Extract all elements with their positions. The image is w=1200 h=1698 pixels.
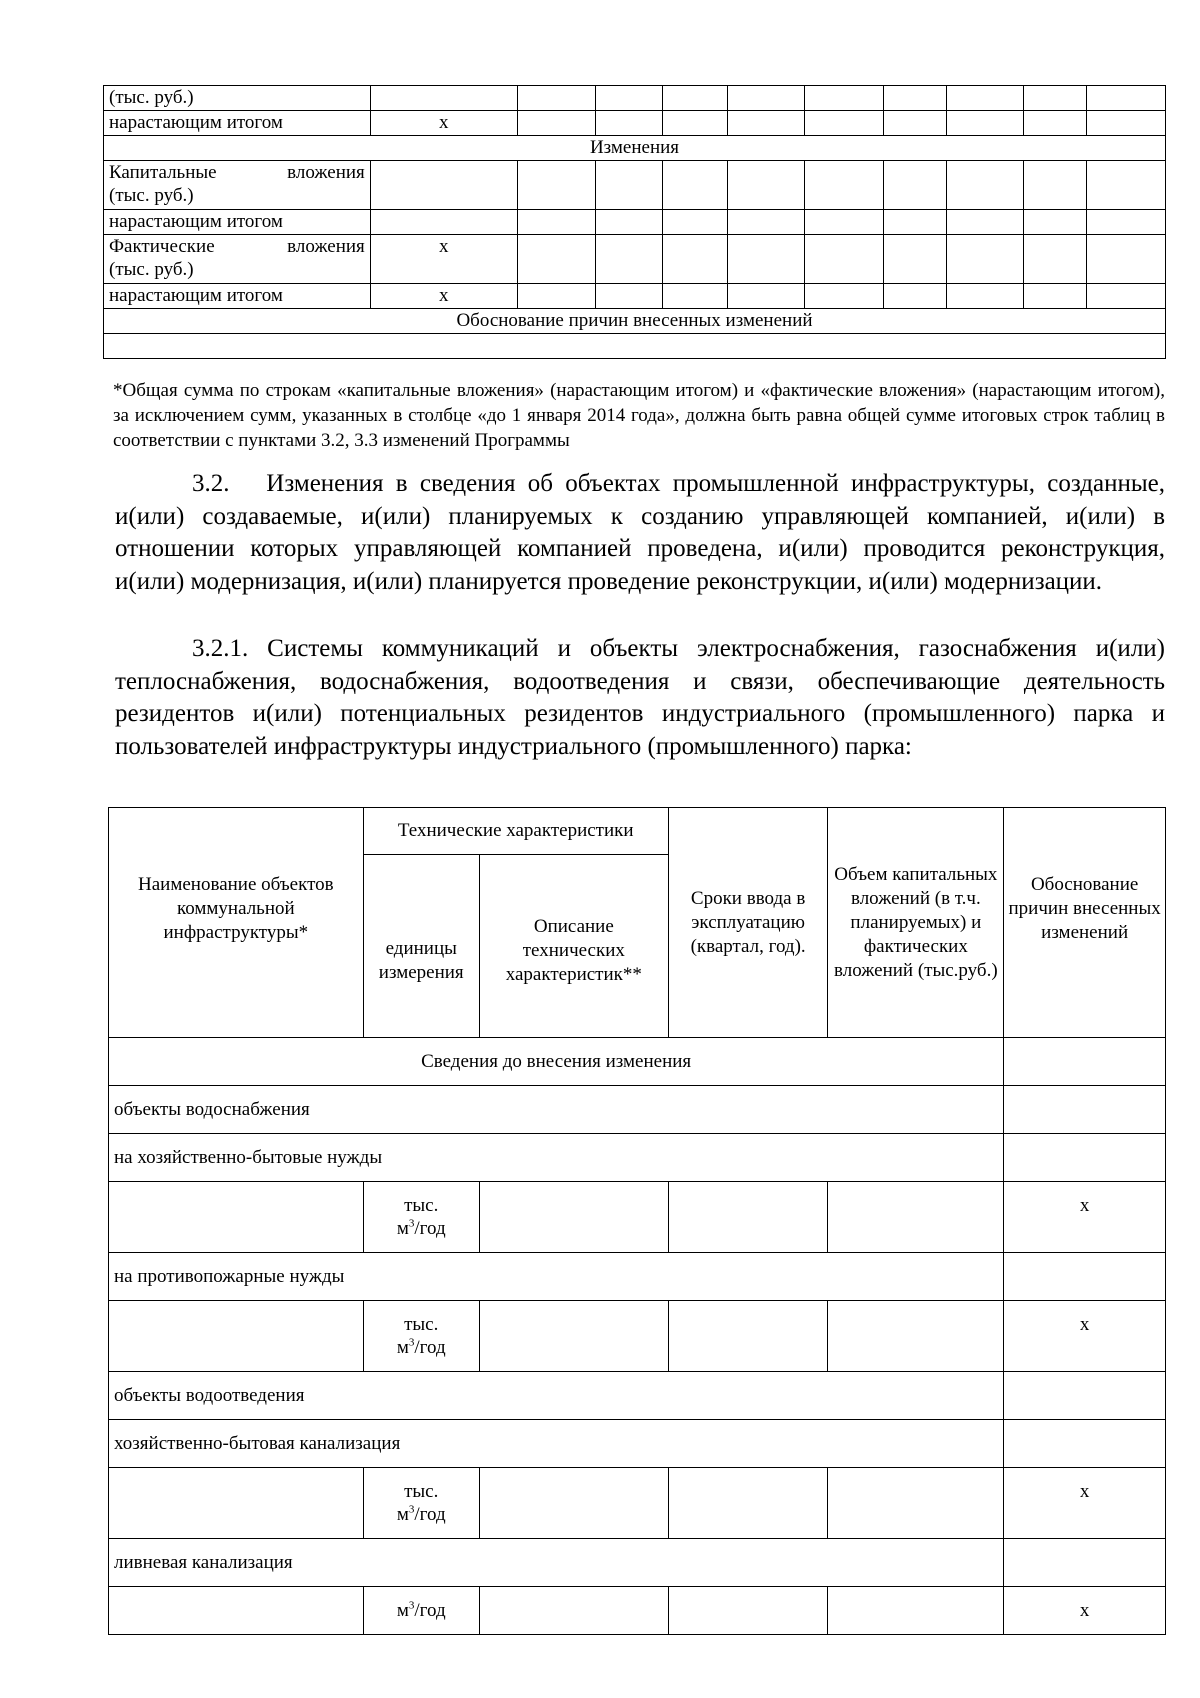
header-row bbox=[109, 808, 1166, 855]
row-label: (тыс. руб.) bbox=[104, 86, 371, 111]
table-row bbox=[109, 1301, 1166, 1372]
cell-mark: х bbox=[370, 235, 517, 284]
cell-mark: х bbox=[1004, 1468, 1166, 1539]
table-row bbox=[104, 136, 1166, 161]
group-fire-needs: на противопожарные нужды bbox=[109, 1253, 1004, 1301]
header-volume: Объем капитальных вложений (в т.ч. планируемых) и фактических вложений (тыс.руб.) bbox=[828, 808, 1004, 1038]
table-row bbox=[109, 1086, 1166, 1134]
unit-cell: тыс. $м^3$/год bbox=[363, 1468, 479, 1539]
header-units: единицы измерения bbox=[363, 855, 479, 1038]
table-row bbox=[104, 86, 1166, 111]
unit-cell: тыс. $м^3$/год bbox=[363, 1301, 479, 1372]
row-label: Капитальные вложения (тыс. руб.) bbox=[104, 161, 371, 210]
section-3-2-1: 3.2.1. Системы коммуникаций и объекты электроснабжения, газоснабжения и(или) теплоснабжения, водоснабжения, водоотведения и связи, обеспечивающие деятельность резидентов и(или) потенциальных резидентов индустриального (промышленного) парка и пользователей инфраструктуры индустриального (промышленного) парка: bbox=[115, 635, 1165, 760]
infrastructure-table bbox=[108, 807, 1166, 1635]
table-row bbox=[109, 1182, 1166, 1253]
table-row bbox=[109, 1134, 1166, 1182]
table-row bbox=[104, 111, 1166, 136]
group-storm-sewer: ливневая канализация bbox=[109, 1539, 1004, 1587]
justification-title: Обоснование причин внесенных изменений bbox=[104, 309, 1166, 334]
table-row bbox=[104, 235, 1166, 284]
table-row bbox=[109, 1468, 1166, 1539]
table-row bbox=[104, 284, 1166, 309]
row-label: Фактические вложения (тыс. руб.) bbox=[104, 235, 371, 284]
footnote: *Общая сумма по строкам «капитальные вложения» (нарастающим итогом) и «фактические вложения» (нарастающим итогом), за исключением сумм, указанных в столбце «до 1 января 2014 года», должна быть равна общей сумме итоговых строк таблиц в соответствии с пунктами 3.2, 3.3 изменений Программы bbox=[113, 380, 1165, 451]
cell-mark: х bbox=[1004, 1587, 1166, 1635]
header-description: Описание технических характеристик** bbox=[479, 855, 668, 1038]
group-household-sewer: хозяйственно-бытовая канализация bbox=[109, 1420, 1004, 1468]
row-label: нарастающим итогом bbox=[104, 210, 371, 235]
table-row bbox=[104, 309, 1166, 334]
section-title: Сведения до внесения изменения bbox=[109, 1038, 1004, 1086]
investment-table bbox=[103, 85, 1166, 359]
table-row bbox=[109, 1420, 1166, 1468]
cell-mark: х bbox=[1004, 1301, 1166, 1372]
unit-cell: тыс. $м^3$/год bbox=[363, 1182, 479, 1253]
cell-mark: х bbox=[370, 111, 517, 136]
header-reason: Обоснование причин внесенных изменений bbox=[1004, 808, 1166, 1038]
section-3-2: 3.2. Изменения в сведения об объектах промышленной инфраструктуры, созданные, и(или) создаваемые, и(или) планируемых к созданию управляющей компанией, и(или) в отношении которых управляющей компанией проведена, и(или) проводится реконструкция, и(или) модернизация, и(или) планируется проведение реконструкции, и(или) модернизации. bbox=[115, 470, 1165, 595]
justification-cell bbox=[104, 334, 1166, 359]
table-row bbox=[109, 1539, 1166, 1587]
table-row bbox=[104, 334, 1166, 359]
table-row bbox=[104, 210, 1166, 235]
group-water-disposal: объекты водоотведения bbox=[109, 1372, 1004, 1420]
table-row bbox=[109, 1038, 1166, 1086]
changes-title: Изменения bbox=[104, 136, 1166, 161]
header-name: Наименование объектов коммунальной инфраструктуры* bbox=[109, 808, 364, 1038]
table-row bbox=[104, 161, 1166, 210]
header-tech: Технические характеристики bbox=[363, 808, 668, 855]
group-household-needs: на хозяйственно-бытовые нужды bbox=[109, 1134, 1004, 1182]
cell-mark: х bbox=[370, 284, 517, 309]
row-label: нарастающим итогом bbox=[104, 111, 371, 136]
row-label: нарастающим итогом bbox=[104, 284, 371, 309]
table-row bbox=[109, 1587, 1166, 1635]
group-water-supply: объекты водоснабжения bbox=[109, 1086, 1004, 1134]
cell-mark: х bbox=[1004, 1182, 1166, 1253]
unit-cell: $м^3$/год bbox=[363, 1587, 479, 1635]
table-row bbox=[109, 1253, 1166, 1301]
table-row bbox=[109, 1372, 1166, 1420]
header-dates: Сроки ввода в эксплуатацию (квартал, год). bbox=[668, 808, 828, 1038]
